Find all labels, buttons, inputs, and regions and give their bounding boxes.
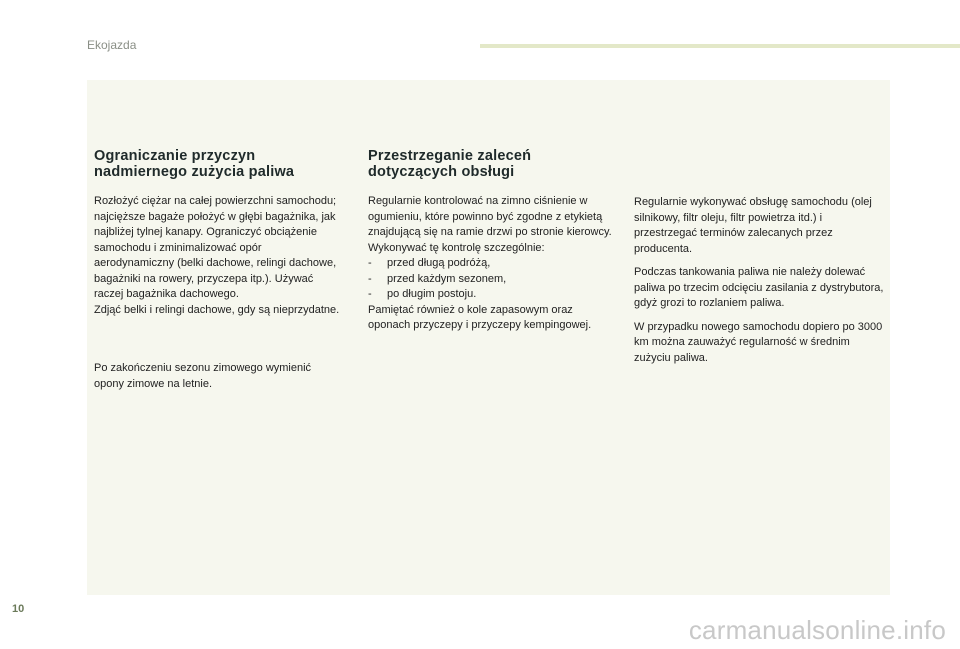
watermark: carmanualsonline.info — [688, 615, 946, 645]
heading-fuel-consumption: Ograniczanie przyczyn nadmiernego zużycia paliwa — [94, 148, 295, 180]
paragraph-tyre-pressure: Regularnie kontrolować na zimno ciśnienie w ogumieniu, które powinno być zgodne z etykietą znajdującą się na ramie drzwi po stronie kierowcy. — [368, 195, 612, 238]
paragraph-check-when: Wykonywać tę kontrolę szczególnie: — [368, 241, 545, 254]
paragraph-spare-wheel: Pamiętać również o kole zapasowym oraz oponach przyczepy i przyczepy kempingowej. — [368, 303, 592, 331]
heading-maintenance: Przestrzeganie zaleceń dotyczących obsługi — [368, 148, 532, 180]
check-list — [368, 256, 618, 303]
paragraph-refuelling: Podczas tankowania paliwa nie należy dolewać paliwa po trzecim odcięciu zasilania z dystrybutora, gdyż grozi to rozlaniem paliwa. — [634, 266, 884, 309]
paragraph-regular-service: Regularnie wykonywać obsługę samochodu (olej silnikowy, filtr oleju, filtr powietrza itd.) i przestrzegać terminów zalecanych przez producenta. — [634, 196, 872, 255]
column-service — [634, 195, 886, 366]
paragraph-winter-tyres: Po zakończeniu sezonu zimowego wymienić opony zimowe na letnie. — [94, 362, 312, 390]
list-item: - przed długą podróżą, — [368, 257, 491, 269]
list-item: - po długim postoju. — [368, 288, 477, 300]
paragraph-load-distribution: Rozłożyć ciężar na całej powierzchni samochodu; najcięższe bagaże położyć w głębi bagażnika, jak najbliżej tylnej kanapy. Ograniczyć obciążenie samochodu i zminimalizować opór aerodynamiczny (belki dachowe, relingi dachowe, bagażniki na rowery, przyczepa itp.). Używać raczej bagażnika dachowego. — [94, 195, 337, 300]
paragraph-roof-bars: Zdjąć belki i relingi dachowe, gdy są nieprzydatne. — [94, 303, 340, 316]
paragraph-new-vehicle: W przypadku nowego samochodu dopiero po 3000 km można zauważyć regularność w średnim zużyciu paliwa. — [634, 320, 883, 364]
page-number: 10 — [12, 603, 25, 615]
column-maintenance — [368, 148, 618, 334]
section-title: Ekojazda — [87, 38, 137, 52]
section-accent-bar — [480, 44, 960, 48]
column-fuel-consumption — [94, 148, 344, 392]
list-item: - przed każdym sezonem, — [368, 272, 507, 285]
